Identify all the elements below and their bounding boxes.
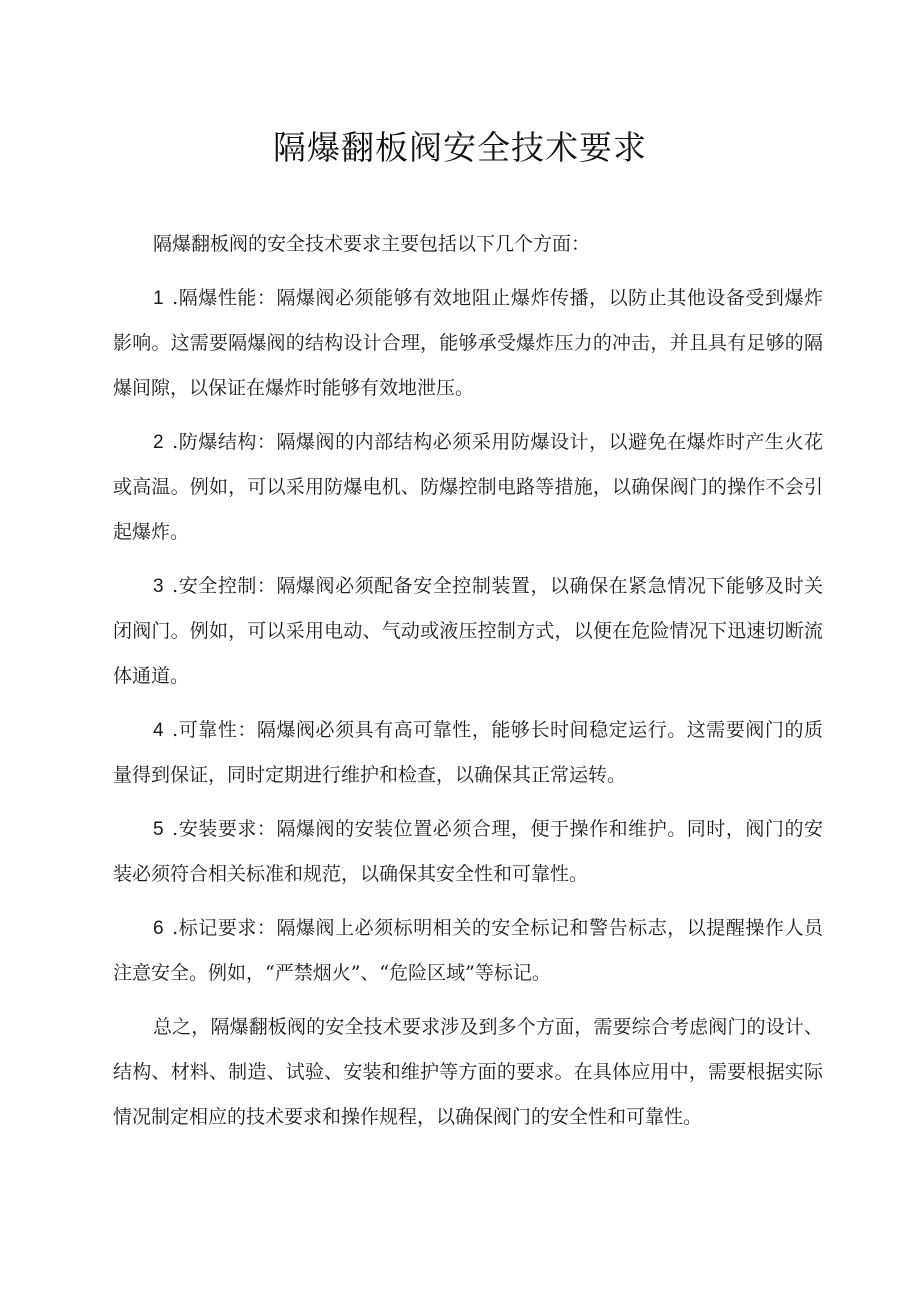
requirement-item-5 xyxy=(113,807,823,897)
item-text: .安全控制：隔爆阀必须配备安全控制装置，以确保在紧急情况下能够及时关闭阀门。例如，可以采用电动、气动或液压控制方式，以便在危险情况下迅速切断流体通道。 xyxy=(113,575,824,687)
requirement-item-3 xyxy=(113,564,823,699)
intro-paragraph: 隔爆翻板阀的安全技术要求主要包括以下几个方面： xyxy=(153,233,591,255)
requirement-item-1 xyxy=(113,276,823,411)
item-number: 1 xyxy=(153,288,166,309)
item-text: .安装要求：隔爆阀的安装位置必须合理，便于操作和维护。同时，阀门的安装必须符合相关标准和规范，以确保其安全性和可靠性。 xyxy=(113,818,824,885)
item-text: .隔爆性能：隔爆阀必须能够有效地阻止爆炸传播，以防止其他设备受到爆炸影响。这需要隔爆阀的结构设计合理，能够承受爆炸压力的冲击，并且具有足够的隔爆间隙，以保证在爆炸时能够有效地泄压。 xyxy=(113,287,824,399)
item-number: 2 xyxy=(153,432,166,453)
item-text: .可靠性：隔爆阀必须具有高可靠性，能够长时间稳定运行。这需要阀门的质量得到保证，同时定期进行维护和检查，以确保其正常运转。 xyxy=(113,719,824,786)
item-text: .防爆结构：隔爆阀的内部结构必须采用防爆设计，以避免在爆炸时产生火花或高温。例如，可以采用防爆电机、防爆控制电路等措施，以确保阀门的操作不会引起爆炸。 xyxy=(113,431,824,543)
item-number: 3 xyxy=(153,576,166,597)
document-title: 隔爆翻板阀安全技术要求 xyxy=(273,128,647,167)
item-number: 6 xyxy=(153,918,166,939)
item-number: 5 xyxy=(153,819,166,840)
requirement-item-6 xyxy=(113,906,823,996)
requirement-item-2 xyxy=(113,420,823,555)
item-text: .标记要求：隔爆阀上必须标明相关的安全标记和警告标志，以提醒操作人员注意安全。例如，“严禁烟火”、“危险区域”等标记。 xyxy=(113,917,824,984)
requirement-item-4 xyxy=(113,708,823,798)
item-number: 4 xyxy=(153,720,166,741)
conclusion-paragraph: 总之，隔爆翻板阀的安全技术要求涉及到多个方面，需要综合考虑阀门的设计、结构、材料、制造、试验、安装和维护等方面的要求。在具体应用中，需要根据实际情况制定相应的技术要求和操作规程，以确保阀门的安全性和可靠性。 xyxy=(113,1016,823,1128)
document-body xyxy=(113,222,823,1149)
